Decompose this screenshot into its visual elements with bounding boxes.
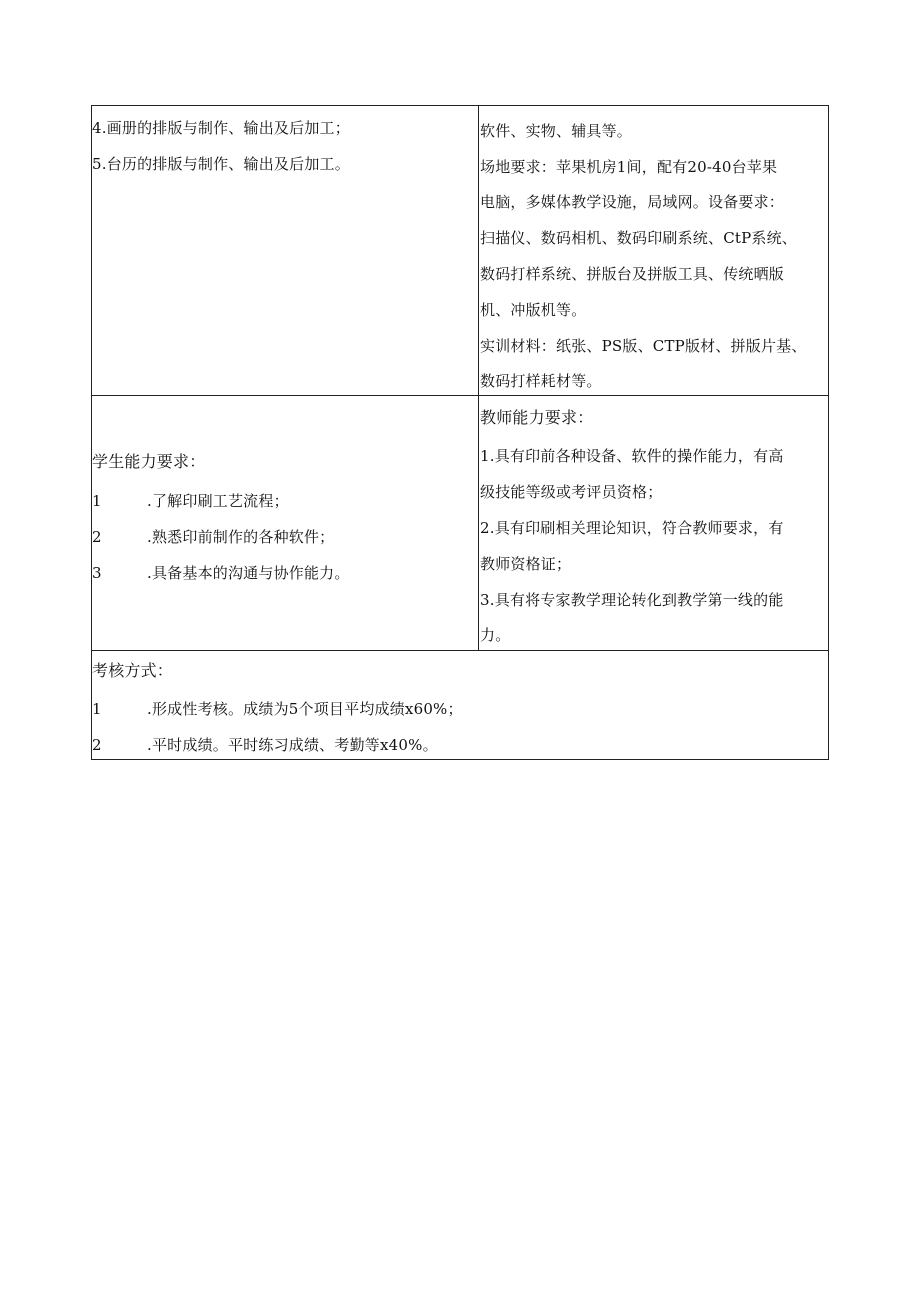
- item-number: 1: [92, 700, 102, 718]
- condition-line: 实训材料：纸张、PS版、CTP版材、拼版片基、: [480, 337, 807, 355]
- table-row-assessment: [91, 650, 829, 760]
- teacher-line: 1.具有印前各种设备、软件的操作能力，有高: [480, 447, 784, 465]
- task-line: 5.台历的排版与制作、输出及后加工。: [92, 155, 350, 173]
- item-text: .平时成绩。平时练习成绩、考勤等x40%。: [147, 736, 438, 754]
- condition-line: 扫描仪、数码相机、数码印刷系统、CtP系统、: [480, 229, 797, 247]
- table-row-resources: [91, 105, 829, 395]
- cell-teacher-requirements: [480, 396, 828, 650]
- task-line: 4.画册的排版与制作、输出及后加工；: [92, 119, 350, 137]
- item-text: .了解印刷工艺流程；: [147, 492, 289, 510]
- assessment-title: 考核方式：: [92, 661, 174, 680]
- teacher-line: 3.具有将专家教学理论转化到教学第一线的能: [480, 591, 784, 609]
- item-text: .形成性考核。成绩为5个项目平均成绩x60%；: [147, 700, 463, 718]
- cell-student-requirements: [92, 396, 479, 650]
- condition-line: 机、冲版机等。: [480, 301, 587, 319]
- teacher-line: 级技能等级或考评员资格；: [480, 483, 663, 501]
- condition-line: 软件、实物、辅具等。: [480, 122, 633, 140]
- item-number: 2: [92, 736, 102, 754]
- cell-assessment-method: [92, 651, 828, 759]
- teacher-line: 2.具有印刷相关理论知识，符合教师要求，有: [480, 519, 784, 537]
- item-text: .熟悉印前制作的各种软件；: [147, 528, 335, 546]
- item-number: 2: [92, 528, 102, 546]
- condition-line: 电脑，多媒体教学设施，局域网。设备要求：: [480, 193, 785, 211]
- assessment-table: [91, 105, 829, 760]
- teacher-requirements-title: 教师能力要求：: [480, 408, 594, 427]
- student-requirements-title: 学生能力要求：: [92, 452, 206, 471]
- condition-line: 数码打样系统、拼版台及拼版工具、传统晒版: [480, 265, 785, 283]
- teacher-line: 力。: [480, 626, 511, 644]
- cell-conditions: [480, 106, 828, 395]
- item-number: 1: [92, 492, 102, 510]
- cell-tasks: [92, 106, 479, 395]
- teacher-line: 教师资格证；: [480, 555, 572, 573]
- table-row-abilities: [91, 395, 829, 650]
- condition-line: 数码打样耗材等。: [480, 372, 602, 390]
- condition-line: 场地要求：苹果机房1间，配有20-40台苹果: [480, 158, 778, 176]
- item-number: 3: [92, 564, 102, 582]
- item-text: .具备基本的沟通与协作能力。: [147, 564, 350, 582]
